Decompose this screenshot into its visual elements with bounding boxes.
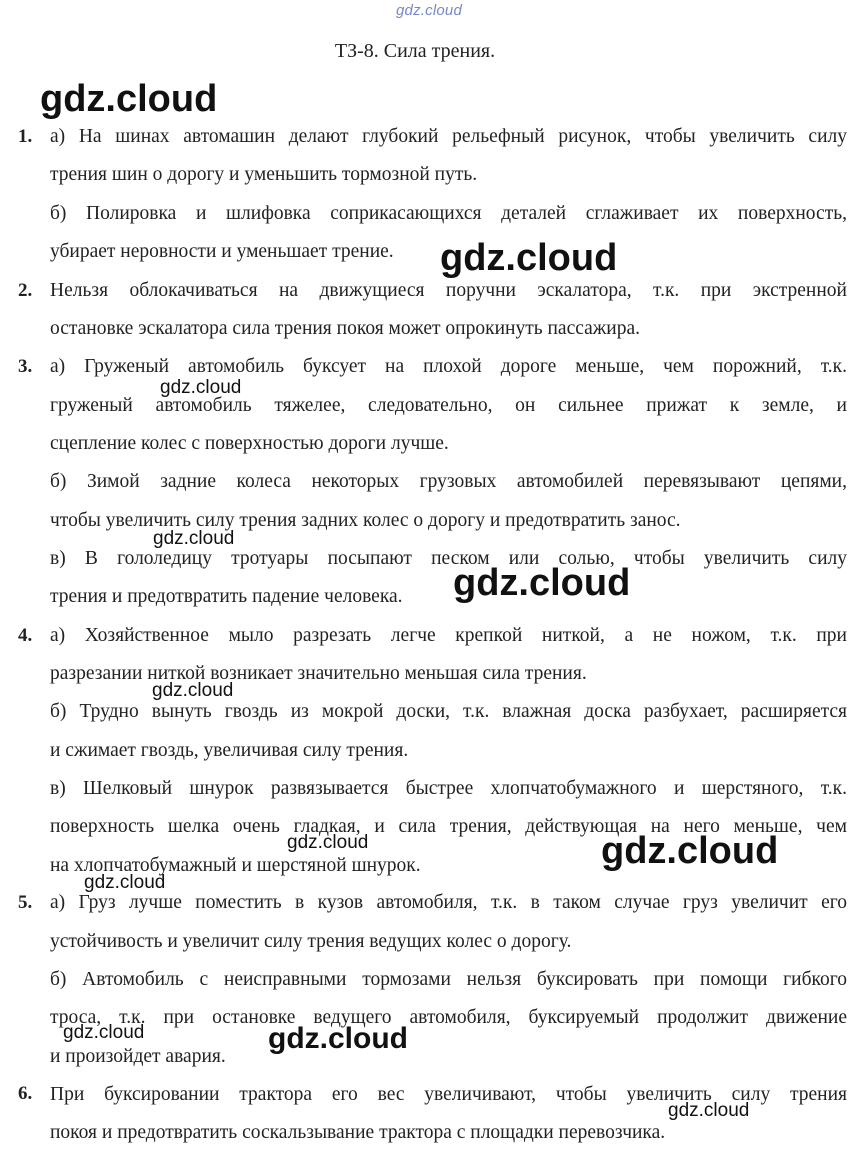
text-line: остановке эскалатора сила трения покоя может опрокинуть пассажира.	[50, 318, 640, 339]
item-number-3: 3.	[18, 356, 33, 377]
text-line: устойчивость и увеличит силу трения ведущих колес о дорогу.	[50, 931, 572, 952]
text-line: сцепление колес с поверхностью дороги лучше.	[50, 433, 449, 454]
text-line: груженый автомобиль тяжелее, следовательно, он сильнее прижат к земле, и	[50, 395, 847, 416]
watermark: gdz.cloud	[153, 528, 235, 549]
text-line: убирает неровности и уменьшает трение.	[50, 241, 394, 262]
item-number-5: 5.	[18, 892, 33, 913]
watermark: gdz.cloud	[287, 832, 369, 853]
watermark: gdz.cloud	[440, 237, 618, 279]
watermark: gdz.cloud	[152, 680, 234, 701]
text-line: трения шин о дорогу и уменьшить тормозной путь.	[50, 164, 478, 185]
text-line: б) Автомобиль с неисправными тормозами нельзя буксировать при помощи гибкого	[50, 969, 847, 990]
page-title: ТЗ-8. Сила трения.	[334, 40, 496, 62]
watermark: gdz.cloud	[63, 1022, 145, 1043]
text-line: троса, т.к. при остановке ведущего автомобиля, буксируемый продолжит движение	[50, 1007, 847, 1028]
text-line: чтобы увеличить силу трения задних колес о дорогу и предотвратить занос.	[50, 510, 681, 531]
top-watermark: gdz.cloud	[396, 2, 463, 19]
text-line: разрезании ниткой возникает значительно меньшая сила трения.	[50, 663, 587, 684]
text-line: а) Груз лучше поместить в кузов автомобиля, т.к. в таком случае груз увеличит его	[50, 892, 847, 913]
text-line: и произойдет авария.	[50, 1046, 226, 1067]
text-line: а) Хозяйственное мыло разрезать легче крепкой ниткой, а не ножом, т.к. при	[50, 625, 847, 646]
text-line: б) Полировка и шлифовка соприкасающихся деталей сглаживает их поверхность,	[50, 203, 847, 224]
text-line: на хлопчатобумажный и шерстяной шнурок.	[50, 855, 421, 876]
watermark: gdz.cloud	[668, 1100, 750, 1121]
text-line: в) Шелковый шнурок развязывается быстрее хлопчатобумажного и шерстяного, т.к.	[50, 778, 847, 799]
text-line: а) Груженый автомобиль буксует на плохой дороге меньше, чем порожний, т.к.	[50, 356, 847, 377]
text-line: При буксировании трактора его вес увеличивают, чтобы увеличить силу трения	[50, 1084, 847, 1105]
text-line: трения и предотвратить падение человека.	[50, 586, 403, 607]
text-line: покоя и предотвратить соскальзывание трактора с площадки перевозчика.	[50, 1122, 666, 1143]
text-line: в) В гололедицу тротуары посыпают песком или солью, чтобы увеличить силу	[50, 548, 847, 569]
text-line: б) Зимой задние колеса некоторых грузовых автомобилей перевязывают цепями,	[50, 471, 847, 492]
item-number-1: 1.	[18, 126, 33, 147]
watermark: gdz.cloud	[160, 377, 242, 398]
text-line: а) На шинах автомашин делают глубокий рельефный рисунок, чтобы увеличить силу	[50, 126, 847, 147]
item-number-4: 4.	[18, 625, 33, 646]
item-number-2: 2.	[18, 280, 33, 301]
item-number-6: 6.	[18, 1083, 33, 1104]
watermark: gdz.cloud	[453, 562, 631, 604]
text-line: б) Трудно вынуть гвоздь из мокрой доски, т.к. влажная доска разбухает, расширяется	[50, 701, 847, 722]
watermark: gdz.cloud	[40, 78, 218, 120]
text-line: Нельзя облокачиваться на движущиеся поручни эскалатора, т.к. при экстренной	[50, 280, 847, 301]
watermark: gdz.cloud	[601, 830, 779, 872]
text-line: поверхность шелка очень гладкая, и сила трения, действующая на него меньше, чем	[50, 816, 847, 837]
watermark: gdz.cloud	[268, 1022, 408, 1055]
watermark: gdz.cloud	[84, 872, 166, 893]
text-line: и сжимает гвоздь, увеличивая силу трения.	[50, 740, 409, 761]
